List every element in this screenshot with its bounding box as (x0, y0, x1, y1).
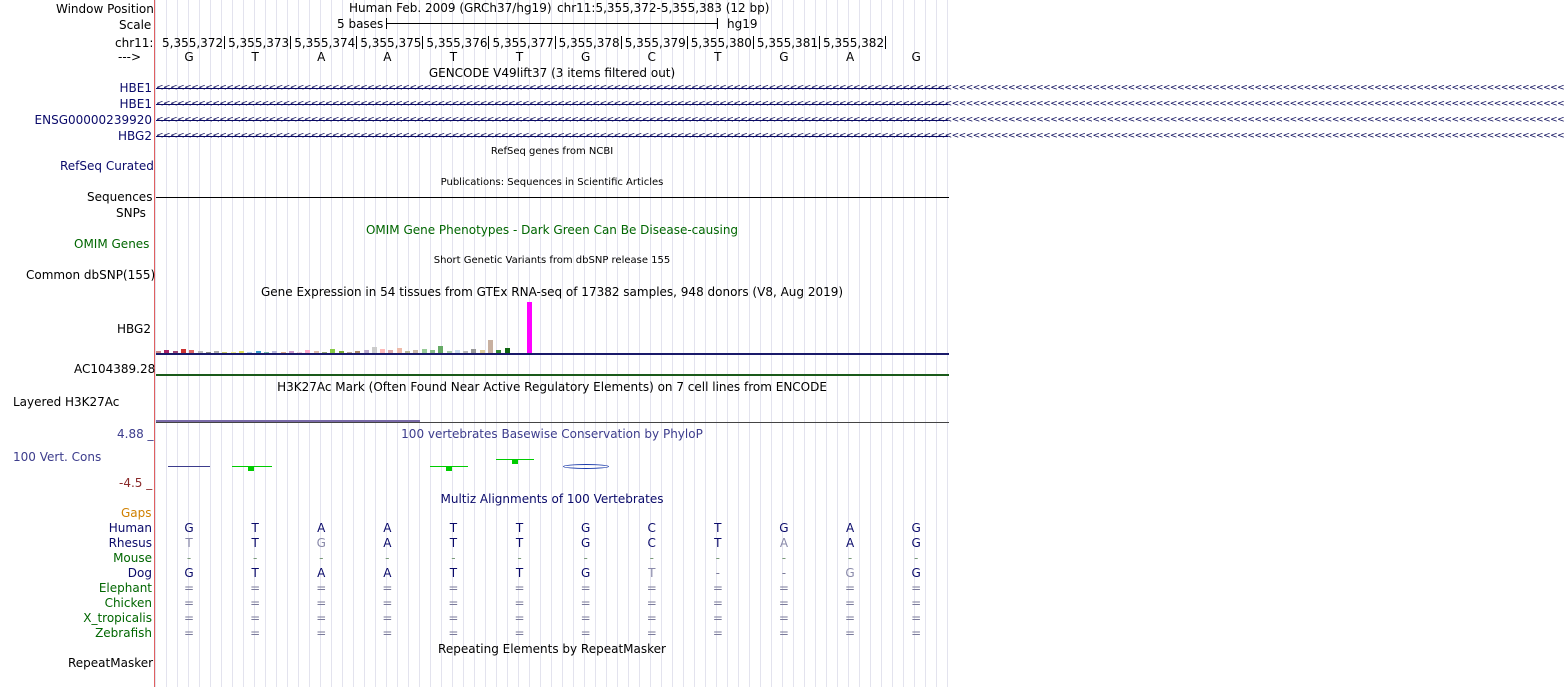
gtex-hbg2-baseline (156, 353, 949, 355)
cons-score-block (248, 466, 254, 471)
base-letter: T (449, 50, 458, 64)
species-label[interactable]: Dog (127, 566, 152, 580)
scale-bar-right-tick (717, 18, 718, 29)
alignment-base: = (448, 626, 459, 640)
refseq-track-label[interactable]: RefSeq Curated (60, 159, 154, 173)
alignment-base: = (712, 596, 723, 610)
alignment-base: A (383, 536, 392, 550)
base-letter: G (580, 50, 591, 64)
alignment-base: G (911, 536, 921, 550)
alignment-base: = (845, 596, 856, 610)
alignment-base: = (250, 581, 261, 595)
alignment-base: G (580, 521, 591, 535)
alignment-base: A (383, 521, 392, 535)
alignment-base: = (184, 596, 195, 610)
cons-max-label: 4.88 _ (117, 427, 154, 441)
alignment-base: = (514, 626, 525, 640)
alignment-base: = (646, 611, 657, 625)
gtex-track-title[interactable]: Gene Expression in 54 tissues from GTEx RNA-seq of 17382 samples, 948 donors (V8, Aug 2019) (260, 285, 844, 299)
alignment-base: = (778, 596, 789, 610)
base-letter: T (515, 50, 524, 64)
gencode-item-label[interactable]: ENSG00000239920 (34, 113, 152, 127)
alignment-base: = (184, 626, 195, 640)
alignment-base: = (778, 581, 789, 595)
alignment-base: = (316, 596, 327, 610)
alignment-base: G (184, 521, 194, 535)
alignment-base: = (845, 611, 856, 625)
coordinate-label: 5,355,382 (823, 36, 885, 50)
alignment-base: - (781, 566, 787, 580)
base-letter: T (714, 50, 722, 64)
base-letter: G (779, 50, 789, 64)
gtex-bar-chart (156, 300, 541, 354)
publications-track-title[interactable]: Publications: Sequences in Scientific Articles (440, 177, 664, 188)
assembly-text: Human Feb. 2009 (GRCh37/hg19) (349, 1, 552, 15)
coordinate-label: 5,355,378 (558, 36, 620, 50)
alignment-base: C (647, 536, 656, 550)
alignment-base: = (514, 611, 525, 625)
coordinate-tick (488, 36, 489, 49)
cons-track-label[interactable]: 100 Vert. Cons (13, 450, 102, 464)
alignment-base: G (316, 536, 326, 550)
strand-arrows: <<<<<<<<<<<<<<<<<<<<<<<<<<<<<<<<<<<<<<<<<<<<<<<<<<<<<<<<<<<<<<<<<<<<<<<<<<<<<<<<<<<<<<<<<<<<<<<<<<<<<<<<<<<<<<<<<<<<<<<<<<<<<<<<<<<<<<<<<<<<<<<<<<<<<<<<<<<<<<<<<<<<<<<<<<<<<<<<<<<<<<<<<<<<<<<<<<<<<<<< (156, 131, 1564, 141)
alignment-base: = (845, 581, 856, 595)
alignment-base: T (251, 521, 259, 535)
gtex-gene-hbg2-label[interactable]: HBG2 (117, 322, 151, 336)
alignment-base: = (646, 581, 657, 595)
coordinate-tick (356, 36, 357, 49)
alignment-base: = (184, 581, 195, 595)
coordinate-tick (621, 36, 622, 49)
alignment-base: T (648, 566, 656, 580)
track-divider-line (154, 0, 155, 687)
cons-score-block (512, 459, 518, 464)
alignment-base: = (382, 611, 393, 625)
coordinate-tick (555, 36, 556, 49)
alignment-base: T (251, 566, 259, 580)
alignment-base: = (911, 626, 922, 640)
alignment-base: T (515, 566, 524, 580)
cons-mark (563, 464, 609, 469)
coordinate-label: 5,355,373 (228, 36, 290, 50)
strand-arrows: <<<<<<<<<<<<<<<<<<<<<<<<<<<<<<<<<<<<<<<<<<<<<<<<<<<<<<<<<<<<<<<<<<<<<<<<<<<<<<<<<<<<<<<<<<<<<<<<<<<<<<<<<<<<<<<<<<<<<<<<<<<<<<<<<<<<<<<<<<<<<<<<<<<<<<<<<<<<<<<<<<<<<<<<<<<<<<<<<<<<<<<<<<<<<<<<<<<<<<<< (156, 83, 1564, 93)
coordinate-tick (224, 36, 225, 49)
alignment-base: = (250, 611, 261, 625)
alignment-base: = (911, 596, 922, 610)
alignment-base: - (649, 551, 654, 565)
species-label[interactable]: Human (108, 521, 152, 535)
strand-arrows: <<<<<<<<<<<<<<<<<<<<<<<<<<<<<<<<<<<<<<<<<<<<<<<<<<<<<<<<<<<<<<<<<<<<<<<<<<<<<<<<<<<<<<<<<<<<<<<<<<<<<<<<<<<<<<<<<<<<<<<<<<<<<<<<<<<<<<<<<<<<<<<<<<<<<<<<<<<<<<<<<<<<<<<<<<<<<<<<<<<<<<<<<<<<<<<<<<<<<<<< (156, 99, 1564, 109)
coordinate-label: 5,355,374 (294, 36, 356, 50)
base-letter: G (911, 50, 921, 64)
multiz-track-title[interactable]: Multiz Alignments of 100 Vertebrates (440, 492, 664, 506)
coordinate-label: 5,355,375 (360, 36, 422, 50)
alignment-base: = (250, 626, 261, 640)
alignment-base: = (448, 596, 459, 610)
species-label[interactable]: X_tropicalis (83, 611, 152, 625)
omim-track-label[interactable]: OMIM Genes (74, 237, 150, 251)
h3k27ac-track-title[interactable]: H3K27Ac Mark (Often Found Near Active Regulatory Elements) on 7 cell lines from ENCODE (277, 380, 827, 394)
gencode-item-label[interactable]: HBE1 (119, 97, 152, 111)
gencode-item-label[interactable]: HBE1 (119, 81, 152, 95)
strand-label[interactable]: ---> (118, 50, 142, 64)
alignment-base: = (712, 581, 723, 595)
coordinate-tick (290, 36, 291, 49)
base-letter: C (647, 50, 656, 64)
alignment-base: = (580, 581, 591, 595)
repeat-track-label[interactable]: RepeatMasker (68, 656, 154, 670)
alignment-base: = (382, 596, 393, 610)
alignment-base: A (383, 566, 392, 580)
coordinate-tick (885, 36, 886, 49)
refseq-track-title[interactable]: RefSeq genes from NCBI (490, 146, 614, 157)
alignment-base: T (251, 536, 259, 550)
coordinate-tick (819, 36, 820, 49)
alignment-base: = (580, 626, 591, 640)
cons-track-title[interactable]: 100 vertebrates Basewise Conservation by PhyloP (401, 427, 703, 441)
alignment-base: A (845, 521, 855, 535)
alignment-base: - (517, 551, 522, 565)
alignment-base: = (646, 626, 657, 640)
sequences-track-line (156, 197, 949, 198)
alignment-base: = (845, 626, 856, 640)
coordinate-label: 5,355,379 (624, 36, 686, 50)
alignment-base: - (715, 551, 721, 565)
alignment-base: = (448, 581, 459, 595)
alignment-base: - (319, 551, 324, 565)
base-letter: G (184, 50, 194, 64)
species-label[interactable]: Elephant (98, 581, 152, 595)
h3k27ac-baseline (156, 422, 949, 423)
gencode-gene-strand[interactable] (156, 131, 1564, 142)
alignment-base: = (712, 611, 723, 625)
window-position-label: Window Position (56, 2, 154, 16)
gtex-ac104389-baseline (156, 374, 949, 376)
alignment-base: - (913, 551, 919, 565)
coordinate-label: 5,355,372 (162, 36, 224, 50)
species-label[interactable]: Chicken (104, 596, 152, 610)
alignment-base: - (715, 566, 721, 580)
coordinate-label: 5,355,377 (492, 36, 554, 50)
alignment-base: = (514, 581, 525, 595)
species-label[interactable]: Rhesus (108, 536, 152, 550)
alignment-base: A (317, 566, 326, 580)
alignment-base: T (449, 521, 458, 535)
alignment-base: T (714, 536, 722, 550)
alignment-base: A (779, 536, 789, 550)
alignment-base: G (845, 566, 855, 580)
alignment-base: = (646, 596, 657, 610)
alignment-base: - (781, 551, 787, 565)
alignment-base: = (514, 596, 525, 610)
repeat-track-title[interactable]: Repeating Elements by RepeatMasker (438, 642, 666, 656)
alignment-base: - (583, 551, 588, 565)
base-letter: A (383, 50, 392, 64)
species-label[interactable]: Mouse (113, 551, 152, 565)
alignment-base: - (385, 551, 390, 565)
alignment-base: T (185, 536, 193, 550)
gencode-item-label[interactable]: HBG2 (118, 129, 152, 143)
gtex-gene-ac104389-label[interactable]: AC104389.28 (74, 362, 156, 376)
alignment-base: = (382, 626, 393, 640)
scale-bar-text: 5 bases (337, 17, 384, 31)
snps-track-label[interactable]: SNPs (116, 206, 146, 220)
gaps-label: Gaps (121, 506, 152, 520)
alignment-base: = (448, 611, 459, 625)
alignment-base: G (580, 566, 591, 580)
coordinate-tick (422, 36, 423, 49)
alignment-base: - (252, 551, 258, 565)
gtex-tissue-bar[interactable] (527, 302, 532, 354)
chrom-label: chr11: (115, 36, 154, 50)
alignment-base: T (515, 536, 524, 550)
cons-mark (168, 466, 210, 467)
coordinate-label: 5,355,381 (756, 36, 818, 50)
alignment-base: T (449, 566, 458, 580)
gencode-track-title[interactable]: GENCODE V49lift37 (3 items filtered out) (428, 66, 676, 80)
alignment-base: = (316, 626, 327, 640)
alignment-base: T (714, 521, 722, 535)
cons-min-label: -4.5 _ (119, 476, 153, 490)
alignment-base: = (184, 611, 195, 625)
alignment-base: G (779, 521, 789, 535)
gtex-tissue-bar[interactable] (488, 340, 493, 354)
alignment-base: C (647, 521, 656, 535)
alignment-base: G (911, 521, 921, 535)
alignment-base: = (382, 581, 393, 595)
gencode-gene-strand[interactable] (156, 115, 1564, 126)
sequences-track-label[interactable]: Sequences (87, 190, 153, 204)
strand-arrows: <<<<<<<<<<<<<<<<<<<<<<<<<<<<<<<<<<<<<<<<<<<<<<<<<<<<<<<<<<<<<<<<<<<<<<<<<<<<<<<<<<<<<<<<<<<<<<<<<<<<<<<<<<<<<<<<<<<<<<<<<<<<<<<<<<<<<<<<<<<<<<<<<<<<<<<<<<<<<<<<<<<<<<<<<<<<<<<<<<<<<<<<<<<<<<<<<<<<<<<< (156, 115, 1564, 125)
alignment-base: - (186, 551, 192, 565)
coordinate-tick (753, 36, 754, 49)
alignment-base: = (250, 596, 261, 610)
alignment-base: = (316, 581, 327, 595)
alignment-base: A (845, 536, 855, 550)
alignment-base: - (847, 551, 853, 565)
alignment-base: = (316, 611, 327, 625)
region-text: chr11:5,355,372-5,355,383 (12 bp) (557, 1, 770, 15)
alignment-base: = (778, 611, 789, 625)
alignment-base: G (580, 536, 591, 550)
alignment-base: = (580, 596, 591, 610)
coordinate-tick (687, 36, 688, 49)
alignment-base: G (184, 566, 194, 580)
dbsnp-track-label[interactable]: Common dbSNP(155) (26, 268, 156, 282)
scale-bar (386, 23, 718, 24)
base-letter: T (251, 50, 259, 64)
gencode-gene-strand[interactable] (156, 83, 1564, 94)
alignment-base: A (317, 521, 326, 535)
cons-score-block (446, 466, 452, 471)
alignment-base: T (515, 521, 524, 535)
scale-label: Scale (119, 18, 152, 32)
alignment-base: = (712, 626, 723, 640)
dbsnp-track-title[interactable]: Short Genetic Variants from dbSNP release 155 (433, 255, 671, 266)
alignment-base: G (911, 566, 921, 580)
alignment-base: = (911, 611, 922, 625)
base-letter: A (845, 50, 855, 64)
base-letter: A (317, 50, 326, 64)
h3k27ac-track-label[interactable]: Layered H3K27Ac (13, 395, 120, 409)
gencode-gene-strand[interactable] (156, 99, 1564, 110)
alignment-base: = (778, 626, 789, 640)
alignment-base: T (449, 536, 458, 550)
coordinate-label: 5,355,380 (690, 36, 752, 50)
omim-track-title[interactable]: OMIM Gene Phenotypes - Dark Green Can Be Disease-causing (365, 223, 739, 237)
species-label[interactable]: Zebrafish (95, 626, 152, 640)
alignment-base: = (911, 581, 922, 595)
coordinate-label: 5,355,376 (426, 36, 488, 50)
db-text: hg19 (727, 17, 758, 31)
scale-bar-left-tick (386, 18, 387, 29)
alignment-base: = (580, 611, 591, 625)
alignment-base: - (451, 551, 456, 565)
